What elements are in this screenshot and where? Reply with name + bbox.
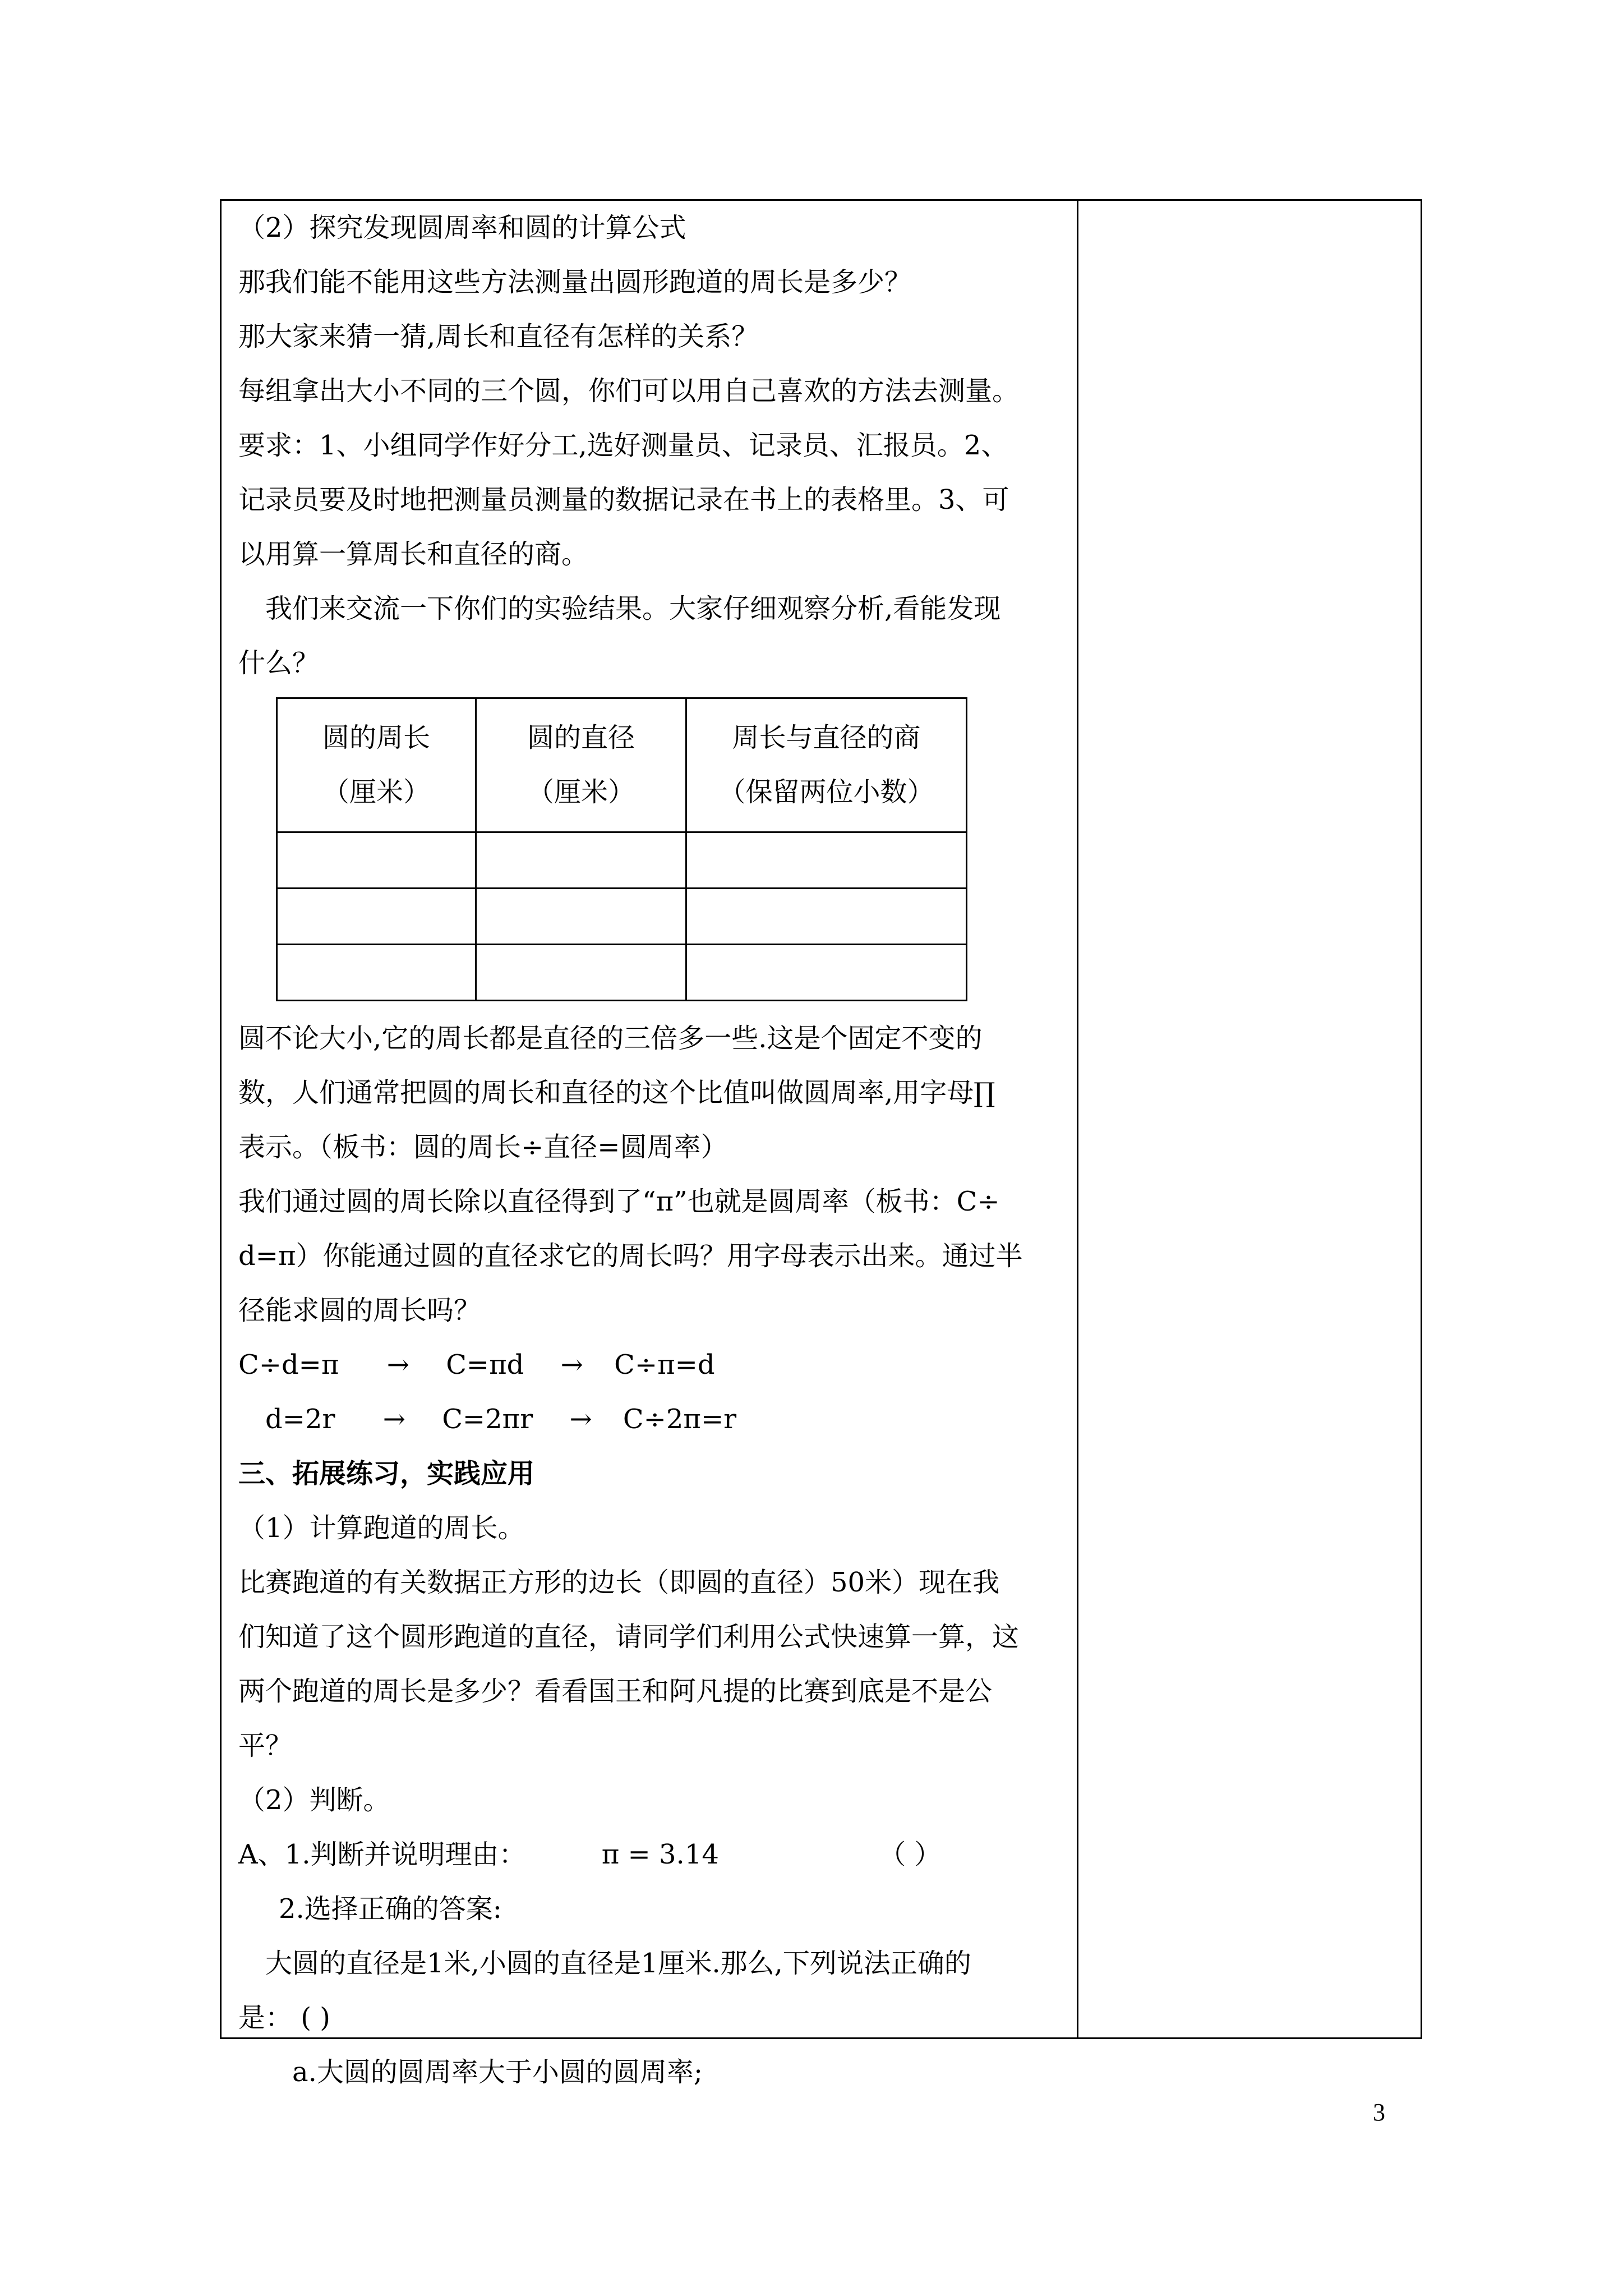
- text-line: 记录员要及时地把测量员测量的数据记录在书上的表格里。3、可: [238, 484, 1009, 516]
- formula-term: C=πd: [446, 1349, 524, 1381]
- table-cell: [476, 832, 686, 889]
- table-cell: [277, 889, 476, 945]
- arrow-icon: →: [569, 1404, 592, 1435]
- text-line: 径能求圆的周长吗？: [238, 1295, 481, 1326]
- option-a: a.大圆的圆周率大于小圆的圆周率;: [292, 2056, 703, 2088]
- text-line: 那我们能不能用这些方法测量出圆形跑道的周长是多少？: [238, 266, 912, 298]
- judge-question: [238, 1828, 1066, 1882]
- formula-term: C÷2π=r: [623, 1404, 737, 1435]
- text-line: 我们通过圆的周长除以直径得到了“π”也就是圆周率（板书：C÷: [238, 1186, 1000, 1217]
- answer-blank: （ ）: [879, 1839, 942, 1870]
- text-line: 比赛跑道的有关数据正方形的边长（即圆的直径）50米）现在我: [238, 1567, 1000, 1598]
- experiment-table: [276, 697, 967, 1001]
- lesson-content: [238, 201, 1066, 2100]
- table-cell: [476, 889, 686, 945]
- table-row: [277, 832, 967, 889]
- text-line: 那大家来猜一猜,周长和直径有怎样的关系？: [238, 321, 759, 352]
- formula-line: [238, 1338, 1066, 1392]
- table-cell: [277, 832, 476, 889]
- table-row: [277, 889, 967, 945]
- table-header-row: [277, 698, 967, 832]
- text-line: 以用算一算周长和直径的商。: [238, 539, 589, 570]
- choice-question-label: 2.选择正确的答案:: [279, 1893, 502, 1925]
- judge-label: A、1.判断并说明理由：: [238, 1839, 526, 1870]
- arrow-icon: →: [382, 1404, 405, 1435]
- text-line: 我们来交流一下你们的实验结果。大家仔细观察分析,看能发现: [265, 593, 1001, 624]
- text-line: 大圆的直径是1米,小圆的直径是1厘米.那么,下列说法正确的: [265, 1948, 971, 1979]
- table-row: [277, 945, 967, 1001]
- table-cell: [686, 889, 967, 945]
- header-diameter: 圆的直径 （厘米）: [476, 698, 686, 832]
- table-cell: [476, 945, 686, 1001]
- table-cell: [277, 945, 476, 1001]
- text-line: 圆不论大小,它的周长都是直径的三倍多一些.这是个固定不变的: [238, 1023, 983, 1054]
- question-title: （1）计算跑道的周长。: [238, 1512, 525, 1544]
- judge-expression: π = 3.14: [601, 1839, 719, 1870]
- table-cell: [686, 945, 967, 1001]
- formula-term: d=2r: [265, 1404, 335, 1435]
- header-quotient: 周长与直径的商 （保留两位小数）: [686, 698, 967, 832]
- text-line: 什么？: [238, 647, 320, 679]
- text-line: 数，人们通常把圆的周长和直径的这个比值叫做圆周率,用字母∏: [238, 1077, 995, 1108]
- text-line: 平？: [238, 1730, 293, 1761]
- subsection-title: （2）探究发现圆周率和圆的计算公式: [238, 212, 686, 243]
- table-cell: [686, 832, 967, 889]
- question-title: （2）判断。: [238, 1784, 390, 1816]
- text-line: 表示。（板书：圆的周长÷直径=圆周率）: [238, 1131, 728, 1163]
- text-line: 每组拿出大小不同的三个圆，你们可以用自己喜欢的方法去测量。: [238, 375, 1020, 407]
- text-line: d=π）你能通过圆的直径求它的周长吗？用字母表示出来。通过半: [238, 1240, 1023, 1272]
- formula-term: C÷d=π: [238, 1349, 339, 1381]
- text-line: 们知道了这个圆形跑道的直径，请同学们利用公式快速算一算，这: [238, 1621, 1020, 1653]
- formula-term: C÷π=d: [614, 1349, 715, 1381]
- text-line: 是： ( ): [238, 2002, 330, 2033]
- arrow-icon: →: [386, 1349, 409, 1381]
- text-line: 两个跑道的周长是多少？看看国王和阿凡提的比赛到底是不是公: [238, 1676, 993, 1707]
- lesson-table: [220, 199, 1422, 2088]
- page-number: 3: [1373, 2099, 1385, 2126]
- formula-term: C=2πr: [442, 1404, 533, 1435]
- section-heading: 三、拓展练习，实践应用: [238, 1458, 535, 1489]
- formula-line: [238, 1392, 1066, 1447]
- arrow-icon: →: [560, 1349, 583, 1381]
- header-circumference: 圆的周长 （厘米）: [277, 698, 476, 832]
- column-divider: [1077, 201, 1078, 2037]
- text-line: 要求：1、小组同学作好分工,选好测量员、记录员、汇报员。2、: [238, 430, 1008, 461]
